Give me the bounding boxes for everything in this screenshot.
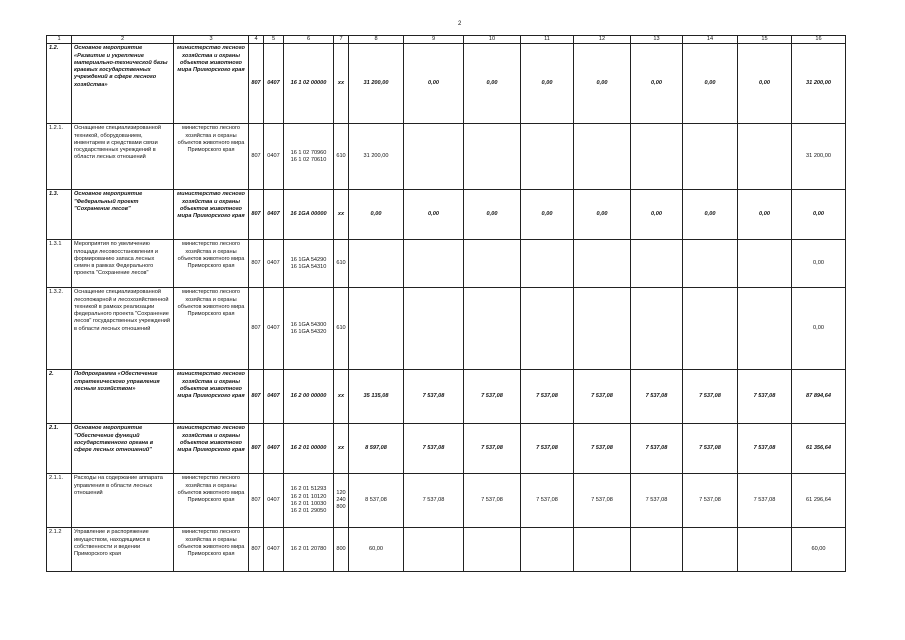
table-cell: 0,00 <box>404 44 464 124</box>
column-header: 11 <box>521 36 574 44</box>
table-cell: 0407 <box>264 240 284 288</box>
table-cell: 61 296,64 <box>792 474 846 528</box>
table-cell: 0407 <box>264 44 284 124</box>
table-cell: 807 <box>249 124 264 190</box>
column-header: 2 <box>72 36 174 44</box>
table-cell: 0,00 <box>683 190 738 240</box>
table-cell <box>631 124 683 190</box>
table-cell: 2.1.1. <box>47 474 72 528</box>
table-cell: 0407 <box>264 424 284 474</box>
table-cell <box>464 288 521 370</box>
table-cell: 7 537,08 <box>464 474 521 528</box>
table-cell <box>404 288 464 370</box>
table-cell <box>464 528 521 572</box>
table-cell: 1.3. <box>47 190 72 240</box>
table-cell: 16 2 01 20780 <box>284 528 334 572</box>
table-cell: 87 894,64 <box>792 370 846 424</box>
table-cell <box>631 240 683 288</box>
table-cell: 0,00 <box>349 190 404 240</box>
table-cell: Расходы на содержание аппарата управления в области лесных отношений <box>72 474 174 528</box>
table-cell <box>738 124 792 190</box>
table-cell: 7 537,08 <box>404 474 464 528</box>
table-cell: 0,00 <box>738 44 792 124</box>
column-header: 9 <box>404 36 464 44</box>
column-header: 3 <box>174 36 249 44</box>
table-cell: 7 537,08 <box>683 474 738 528</box>
table-cell: министерство лесного хозяйства и охраны объектов животного мира Приморского края <box>174 124 249 190</box>
table-cell: 807 <box>249 288 264 370</box>
table-row <box>47 474 846 528</box>
table-cell: 16 2 00 00000 <box>284 370 334 424</box>
table-cell: 1.3.2. <box>47 288 72 370</box>
table-cell: Основное мероприятие «Развитие и укрепление материально-технической базы краевых государственных учреждений в сфере лесного хозяйства» <box>72 44 174 124</box>
table-cell: 807 <box>249 370 264 424</box>
table-cell: Подпрограмма «Обеспечение стратегического управления лесным хозяйством» <box>72 370 174 424</box>
table-cell <box>683 288 738 370</box>
table-cell: 60,00 <box>792 528 846 572</box>
table-cell: 7 537,08 <box>631 424 683 474</box>
table-cell: 800 <box>334 528 349 572</box>
column-header: 10 <box>464 36 521 44</box>
table-cell <box>574 528 631 572</box>
column-header: 16 <box>792 36 846 44</box>
table-cell: хх <box>334 424 349 474</box>
table-cell: 0407 <box>264 528 284 572</box>
table-cell: хх <box>334 190 349 240</box>
table-cell <box>631 288 683 370</box>
table-cell <box>683 124 738 190</box>
table-cell <box>521 124 574 190</box>
table-cell: 7 537,08 <box>464 370 521 424</box>
table-cell: 31 200,00 <box>792 124 846 190</box>
header-row <box>47 36 846 44</box>
table-cell: 120 240 800 <box>334 474 349 528</box>
table-cell: Оснащение специализированной лесопожарной и лесохозяйственной техникой в рамках реализации федерального проекта "Сохранение лесов" государственных учреждений в области лесных отношений <box>72 288 174 370</box>
table-cell: министерство лесного хозяйства и охраны объектов животного мира Приморского края <box>174 370 249 424</box>
table-cell: 0407 <box>264 190 284 240</box>
table-cell: хх <box>334 44 349 124</box>
table-cell <box>574 240 631 288</box>
table-cell: 7 537,08 <box>738 370 792 424</box>
table-cell <box>683 528 738 572</box>
table-cell: 7 537,08 <box>683 424 738 474</box>
table-cell: Основное мероприятие "Федеральный проект "Сохранение лесов" <box>72 190 174 240</box>
table-cell: Мероприятия по увеличению площади лесовосстановления и формированию запаса лесных семян в рамках Федерального проекта "Сохранение лесов" <box>72 240 174 288</box>
column-header: 6 <box>284 36 334 44</box>
table-cell: 16 1GA 00000 <box>284 190 334 240</box>
table-cell: 1.2. <box>47 44 72 124</box>
table-cell: 0,00 <box>792 240 846 288</box>
table-cell: 7 537,08 <box>521 474 574 528</box>
table-cell: 807 <box>249 474 264 528</box>
table-cell: 8 537,08 <box>349 474 404 528</box>
table-cell <box>738 288 792 370</box>
table-row <box>47 288 846 370</box>
table-cell: 31 200,00 <box>349 124 404 190</box>
table-cell: Оснащение специализированной техникой, оборудованием, инвентарем и средствами связи государственных учреждений в области лесных отношений <box>72 124 174 190</box>
table-cell: 807 <box>249 44 264 124</box>
page-number: 2 <box>458 21 462 27</box>
table-cell: 0,00 <box>631 44 683 124</box>
table-cell: 0407 <box>264 288 284 370</box>
table-cell: 610 <box>334 240 349 288</box>
table-cell <box>349 288 404 370</box>
column-header: 5 <box>264 36 284 44</box>
column-header: 15 <box>738 36 792 44</box>
table-cell: 0,00 <box>521 190 574 240</box>
table-cell: Управление и распоряжение имуществом, находящимся в собственности и ведении Приморского края <box>72 528 174 572</box>
table-cell: 0,00 <box>404 190 464 240</box>
table-row <box>47 240 846 288</box>
table-cell: 60,00 <box>349 528 404 572</box>
table-cell <box>738 528 792 572</box>
table-cell <box>574 288 631 370</box>
table-cell <box>521 528 574 572</box>
table-cell: 807 <box>249 190 264 240</box>
table-row <box>47 370 846 424</box>
table-cell: 1.3.1 <box>47 240 72 288</box>
table-cell: 0407 <box>264 370 284 424</box>
program-table <box>46 35 846 572</box>
table-cell: 7 537,08 <box>464 424 521 474</box>
table-cell: министерство лесного хозяйства и охраны объектов животного мира Приморского края <box>174 424 249 474</box>
table-cell: 35 135,08 <box>349 370 404 424</box>
table-cell: 7 537,08 <box>631 474 683 528</box>
table-cell <box>521 288 574 370</box>
table-cell: 0,00 <box>683 44 738 124</box>
column-header: 12 <box>574 36 631 44</box>
table-cell: министерство лесного хозяйства и охраны объектов животного мира Приморского края <box>174 528 249 572</box>
table-cell: 0,00 <box>464 44 521 124</box>
table-cell: 7 537,08 <box>521 424 574 474</box>
table-cell <box>464 240 521 288</box>
table-cell <box>404 528 464 572</box>
table-cell: Основное мероприятие "Обеспечение функций государственного органа в сфере лесных отношений" <box>72 424 174 474</box>
column-header: 4 <box>249 36 264 44</box>
table-row <box>47 528 846 572</box>
table-row <box>47 44 846 124</box>
table-cell: 807 <box>249 528 264 572</box>
column-header: 7 <box>334 36 349 44</box>
table-cell: 0,00 <box>464 190 521 240</box>
table-cell: 7 537,08 <box>521 370 574 424</box>
table-cell: 31 200,00 <box>792 44 846 124</box>
table-cell <box>404 240 464 288</box>
table-cell: 16 1GA 54300 16 1GA 54320 <box>284 288 334 370</box>
table-cell: 7 537,08 <box>738 474 792 528</box>
column-header: 13 <box>631 36 683 44</box>
table-cell: 7 537,08 <box>574 474 631 528</box>
table-cell <box>464 124 521 190</box>
table-cell: 7 537,08 <box>631 370 683 424</box>
column-header: 8 <box>349 36 404 44</box>
table-cell <box>349 240 404 288</box>
table-cell <box>521 240 574 288</box>
table-cell <box>631 528 683 572</box>
table-row <box>47 424 846 474</box>
table-cell: 0,00 <box>631 190 683 240</box>
table-cell: 2.1.2 <box>47 528 72 572</box>
table-cell: 0,00 <box>574 44 631 124</box>
column-header: 1 <box>47 36 72 44</box>
table-cell: 0407 <box>264 474 284 528</box>
table-cell: 16 2 01 51293 16 2 01 10120 16 2 01 10030 16 2 01 29050 <box>284 474 334 528</box>
table-cell: 7 537,08 <box>683 370 738 424</box>
table-cell: 610 <box>334 288 349 370</box>
table-row <box>47 190 846 240</box>
table-cell: 0,00 <box>521 44 574 124</box>
table-cell <box>404 124 464 190</box>
table-cell: министерство лесного хозяйства и охраны объектов животного мира Приморского края <box>174 190 249 240</box>
table-cell <box>738 240 792 288</box>
table-cell: министерство лесного хозяйства и охраны объектов животного мира Приморского края <box>174 240 249 288</box>
table-cell: 61 356,64 <box>792 424 846 474</box>
table-cell: министерство лесного хозяйства и охраны объектов животного мира Приморского края <box>174 288 249 370</box>
table-cell: 0,00 <box>574 190 631 240</box>
table-cell: 610 <box>334 124 349 190</box>
table-cell: 16 2 01 00000 <box>284 424 334 474</box>
table-cell: 0,00 <box>738 190 792 240</box>
table-cell: 7 537,08 <box>404 370 464 424</box>
table-cell: 7 537,08 <box>738 424 792 474</box>
table-cell: 1.2.1. <box>47 124 72 190</box>
table-cell: 0,00 <box>792 190 846 240</box>
table-cell: 0,00 <box>792 288 846 370</box>
table-cell: 7 537,08 <box>574 424 631 474</box>
table-cell <box>574 124 631 190</box>
table-cell: 16 1 02 70960 16 1 02 70610 <box>284 124 334 190</box>
table-cell: 0407 <box>264 124 284 190</box>
table-cell: хх <box>334 370 349 424</box>
table-cell <box>683 240 738 288</box>
table-cell: 7 537,08 <box>574 370 631 424</box>
table-cell: 2. <box>47 370 72 424</box>
table-cell: 8 597,08 <box>349 424 404 474</box>
table-cell: 31 200,00 <box>349 44 404 124</box>
column-header: 14 <box>683 36 738 44</box>
table-cell: 2.1. <box>47 424 72 474</box>
table-cell: 16 1 02 00000 <box>284 44 334 124</box>
table-cell: министерство лесного хозяйства и охраны объектов животного мира Приморского края <box>174 474 249 528</box>
table-row <box>47 124 846 190</box>
table-cell: 7 537,08 <box>404 424 464 474</box>
table-cell: министерство лесного хозяйства и охраны объектов животного мира Приморского края <box>174 44 249 124</box>
table-cell: 16 1GA 54290 16 1GA 54310 <box>284 240 334 288</box>
table-cell: 807 <box>249 424 264 474</box>
table-cell: 807 <box>249 240 264 288</box>
